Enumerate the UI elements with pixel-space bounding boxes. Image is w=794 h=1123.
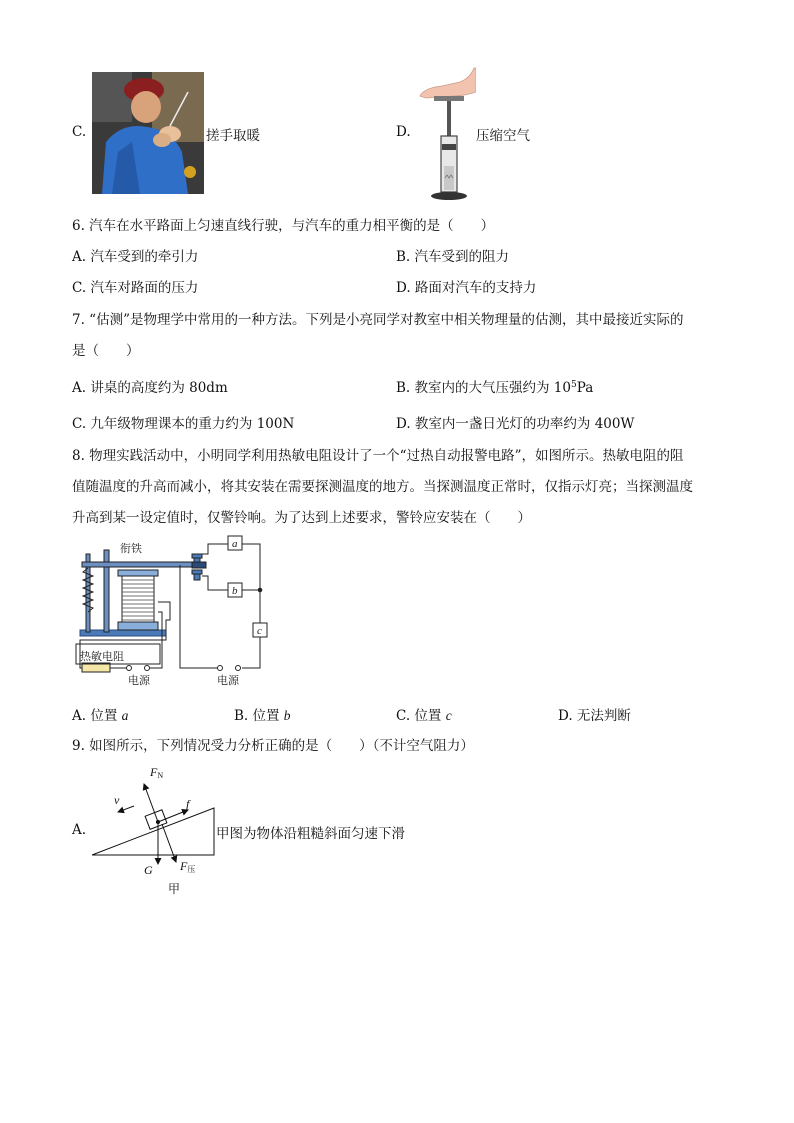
q6-option-c: C. 汽车对路面的压力: [72, 280, 199, 296]
q8-stem-line1: 8. 物理实践活动中，小明同学利用热敏电阻设计了一个“过热自动报警电路”，如图所示。热敏电阻的阻: [72, 448, 684, 464]
q7-option-b-text: B. 教室内的大气压强约为 10: [396, 380, 571, 396]
q8-alarm-circuit-diagram: [72, 532, 277, 692]
q8-option-a: [72, 704, 128, 724]
q8-option-a-var: a: [121, 708, 129, 723]
q9-gravity-label: G: [144, 863, 153, 877]
q8-option-b-text: B. 位置: [234, 708, 284, 724]
q5-option-d-piston-image: [414, 66, 476, 202]
q9-stem: 9. 如图所示，下列情况受力分析正确的是（ ）（不计空气阻力）: [72, 738, 474, 754]
q6-stem: 6. 汽车在水平路面上匀速直线行驶，与汽车的重力相平衡的是（ ）: [72, 218, 495, 234]
q9-normal-force-symbol: F: [150, 765, 158, 779]
q9-pressure-force-label: [179, 859, 195, 874]
q7-option-b-exponent: 5: [570, 380, 577, 390]
q7-option-a: A. 讲桌的高度约为 80dm: [72, 380, 228, 396]
q8-position-c-label: c: [257, 625, 262, 637]
q9-incline-force-diagram: [88, 760, 218, 900]
q8-position-a-label: a: [232, 538, 238, 550]
q8-option-b: [234, 704, 291, 724]
q9-diagram-caption: 甲: [168, 882, 181, 896]
q8-stem-line3: 升高到某一设定值时，仅警铃响。为了达到上述要求，警铃应安装在（ ）: [72, 510, 531, 526]
q7-stem-line1: 7. “估测”是物理学中常用的一种方法。下列是小亮同学对教室中相关物理量的估测，其中最接近实际的: [72, 312, 684, 328]
q9-pressure-force-subscript: 压: [187, 865, 196, 874]
q8-stem-line2: 值随温度的升高而减小，将其安装在需要探测温度的地方。当探测温度正常时，仅指示灯亮；当探测温度: [72, 479, 693, 495]
q9-velocity-label: v: [114, 793, 120, 807]
q7-option-d: D. 教室内一盏日光灯的功率约为 400W: [396, 416, 635, 432]
q9-pressure-force-symbol: F: [180, 859, 188, 873]
q8-power-label-left: 电源: [128, 674, 150, 687]
q8-option-a-text: A. 位置: [72, 708, 122, 724]
q8-option-c: [396, 704, 452, 724]
q7-option-b-unit: Pa: [576, 380, 594, 396]
q8-option-c-text: C. 位置: [396, 708, 446, 724]
q6-option-b: B. 汽车受到的阻力: [396, 249, 510, 265]
q5-option-c-photo: [92, 72, 204, 194]
q8-option-b-var: b: [283, 708, 291, 723]
q5-option-d-letter: D.: [396, 124, 411, 140]
q7-stem-line2: 是（ ）: [72, 343, 140, 359]
q8-armature-label: 衔铁: [120, 542, 142, 555]
q5-option-c-letter: C.: [72, 124, 87, 140]
q6-option-a: A. 汽车受到的牵引力: [72, 249, 199, 265]
q5-option-c-caption: 搓手取暖: [206, 128, 260, 144]
q8-thermistor-label: 热敏电阻: [80, 650, 124, 663]
q9-normal-force-label: [149, 765, 163, 780]
q7-option-b: [396, 376, 593, 396]
q9-friction-label: f: [186, 797, 190, 811]
q8-position-b-label: b: [232, 585, 238, 597]
q8-power-label-right: 电源: [217, 674, 239, 687]
q5-option-d-caption: 压缩空气: [476, 128, 530, 144]
q8-option-d: D. 无法判断: [558, 708, 631, 724]
q9-option-a-letter: A.: [72, 822, 87, 838]
q9-option-a-caption: 甲图为物体沿粗糙斜面匀速下滑: [216, 826, 405, 842]
q9-normal-force-subscript: N: [157, 771, 164, 780]
q8-option-c-var: c: [445, 708, 452, 723]
q6-option-d: D. 路面对汽车的支持力: [396, 280, 537, 296]
q7-option-c: C. 九年级物理课本的重力约为 100N: [72, 416, 295, 432]
